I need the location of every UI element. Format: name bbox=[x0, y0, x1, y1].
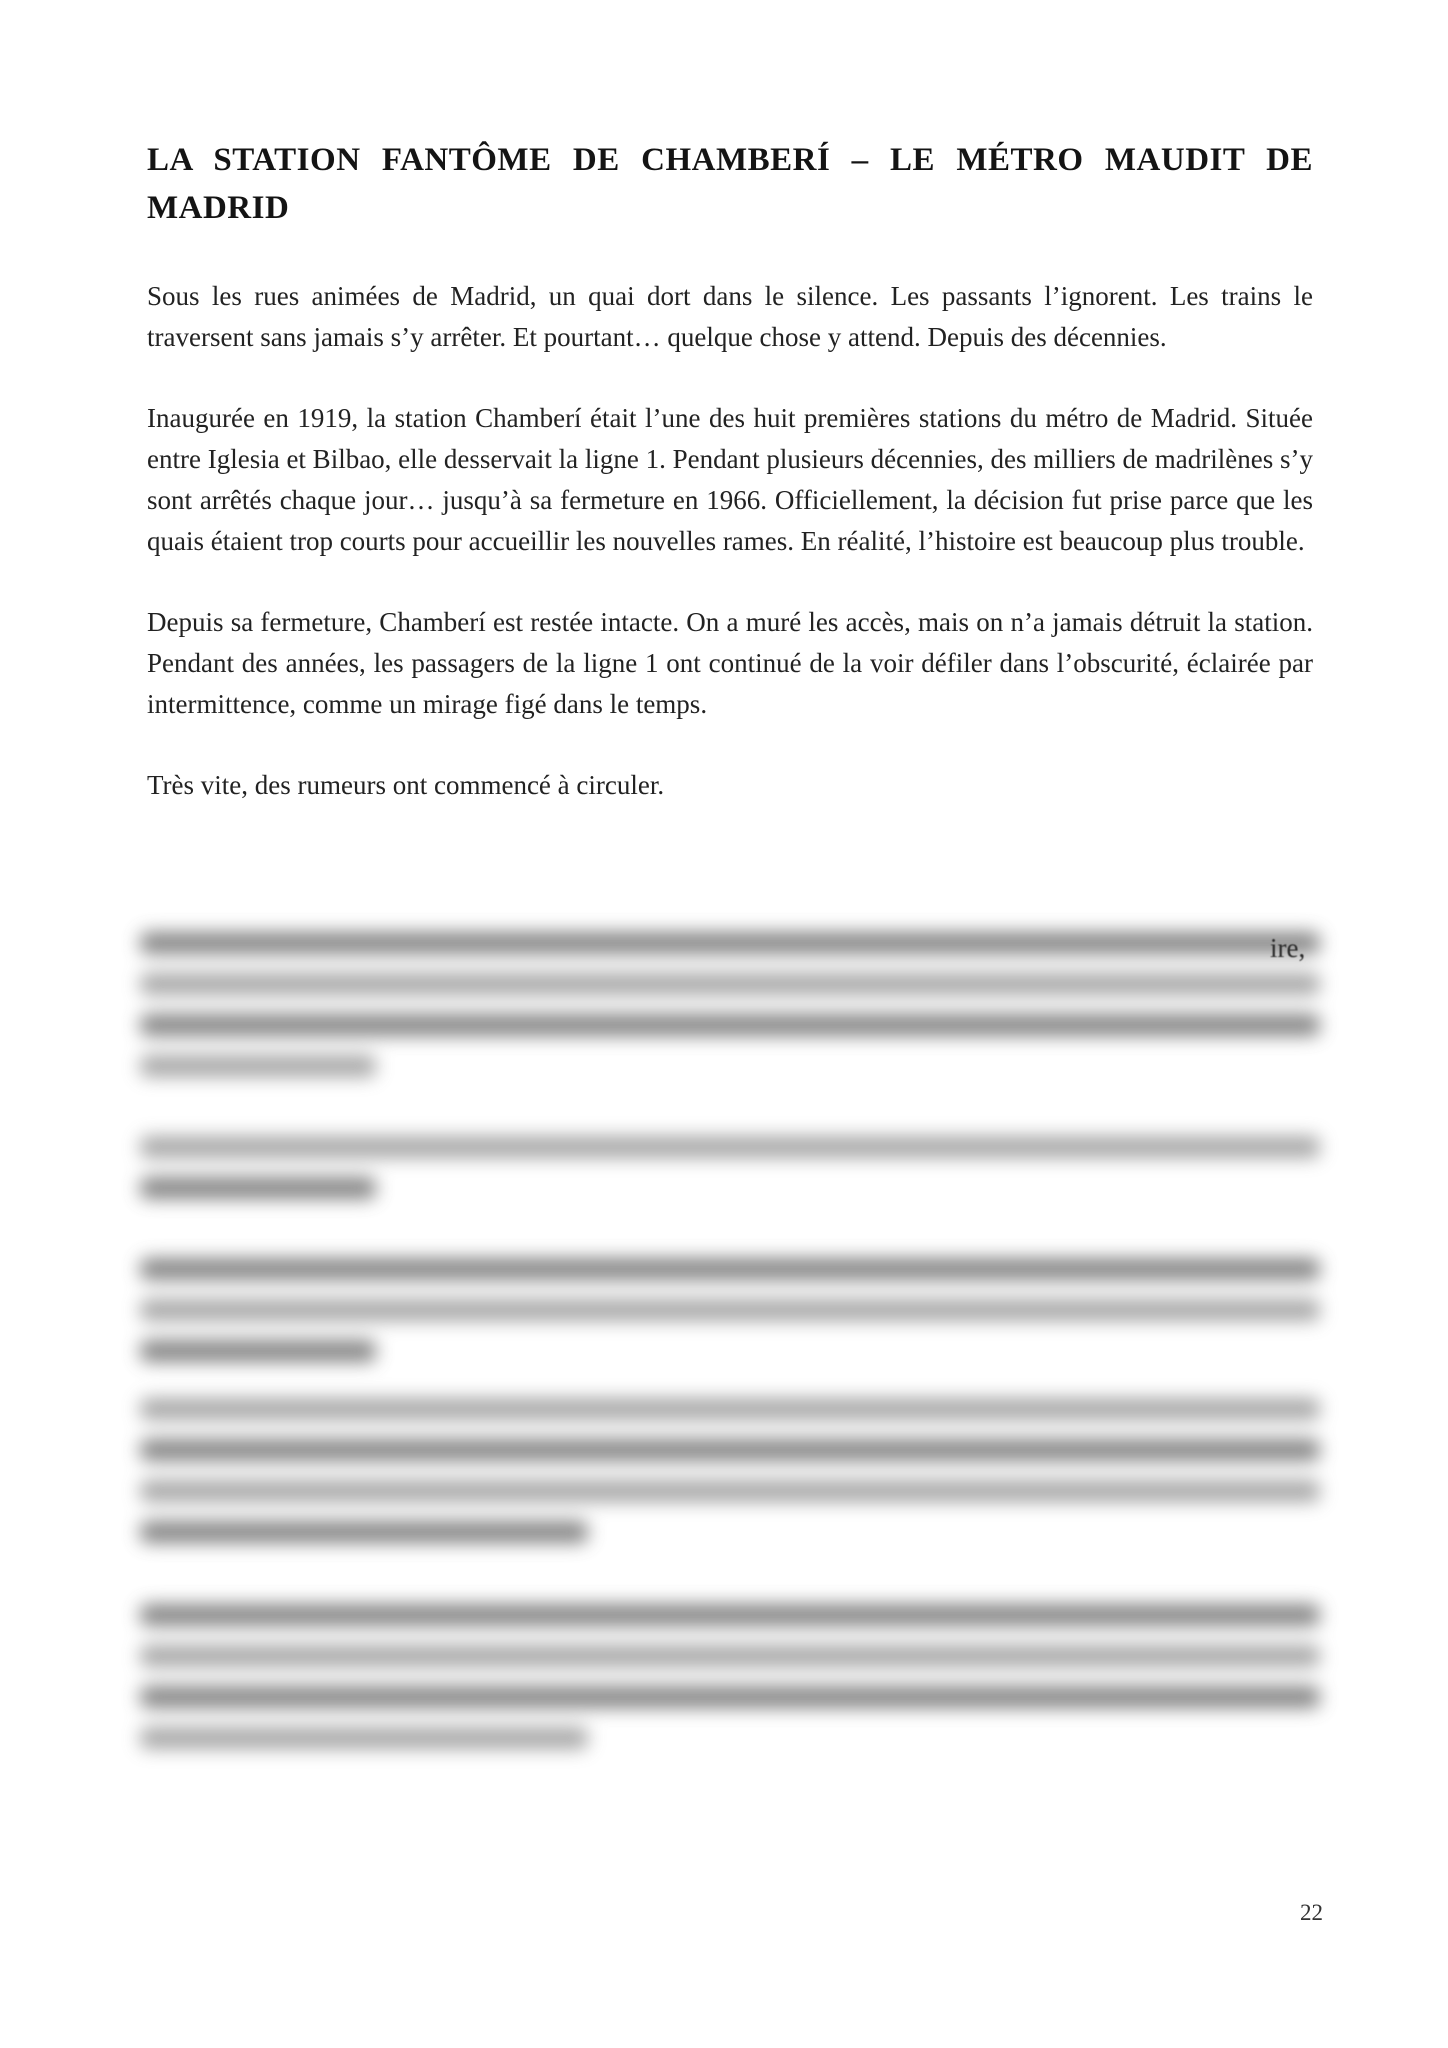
document-body bbox=[147, 136, 1313, 846]
blurred-paragraph bbox=[140, 1398, 1320, 1562]
paragraph-rumors: Très vite, des rumeurs ont commencé à circuler. bbox=[147, 770, 665, 800]
blurred-line bbox=[140, 1136, 1320, 1158]
blurred-paragraph bbox=[140, 1258, 1320, 1381]
document-title: LA STATION FANTÔME DE CHAMBERÍ – LE MÉTRO MAUDIT DE MADRID bbox=[147, 142, 1313, 226]
blurred-line bbox=[140, 1686, 1320, 1708]
blurred-line bbox=[140, 1299, 1320, 1321]
paragraph-intro: Sous les rues animées de Madrid, un quai dort dans le silence. Les passants l’ignorent. Les trains le traversent sans jamais s’y arrêter. Et pourtant… quelque chose y attend. Depuis des décennies. bbox=[147, 281, 1313, 352]
blurred-line bbox=[140, 1727, 588, 1749]
blurred-line bbox=[140, 1521, 588, 1543]
blurred-text-region bbox=[140, 918, 1330, 1778]
page-number: 22 bbox=[1300, 1900, 1323, 1925]
blurred-line bbox=[140, 1340, 376, 1362]
paragraph-history: Inaugurée en 1919, la station Chamberí était l’une des huit premières stations du métro de Madrid. Située entre Iglesia et Bilbao, elle desservait la ligne 1. Pendant plusieurs décennies, des milliers de madrilènes s’y sont arrêtés chaque jour… jusqu’à sa fermeture en 1966. Officiellement, la décision fut prise parce que les quais étaient trop courts pour accueillir les nouvelles rames. En réalité, l’histoire est beaucoup plus trouble. bbox=[147, 403, 1313, 556]
blurred-line bbox=[140, 1014, 1320, 1036]
blurred-line bbox=[140, 973, 1320, 995]
blurred-line bbox=[140, 1398, 1320, 1420]
blurred-line bbox=[140, 1439, 1320, 1461]
blurred-paragraph bbox=[140, 1136, 1320, 1218]
blurred-line bbox=[140, 1480, 1320, 1502]
blurred-line bbox=[140, 932, 1320, 954]
paragraph-closure: Depuis sa fermeture, Chamberí est restée intacte. On a muré les accès, mais on n’a jamais détruit la station. Pendant des années, les passagers de la ligne 1 ont continué de la voir défiler dans l’obscurité, éclairée par intermittence, comme un mirage figé dans le temps. bbox=[147, 607, 1313, 719]
blurred-line bbox=[140, 1177, 376, 1199]
blurred-line bbox=[140, 1645, 1320, 1667]
visible-text-fragment: ire, bbox=[1270, 933, 1306, 963]
blurred-paragraph bbox=[140, 1604, 1320, 1768]
blurred-line bbox=[140, 1258, 1320, 1280]
blurred-line bbox=[140, 1055, 376, 1077]
blurred-paragraph bbox=[140, 932, 1320, 1096]
blurred-line bbox=[140, 1604, 1320, 1626]
